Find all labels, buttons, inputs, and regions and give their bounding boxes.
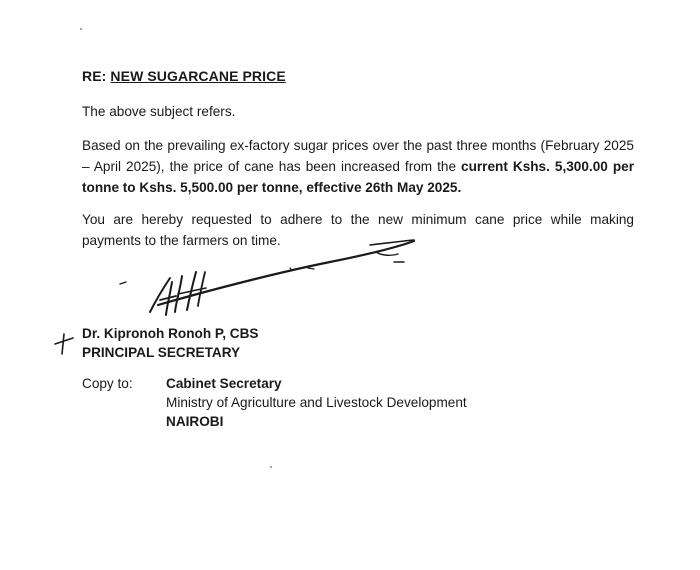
copy-recipient-title: Cabinet Secretary	[166, 376, 282, 391]
signatory-title: PRINCIPAL SECRETARY	[82, 345, 241, 360]
subject-prefix: RE:	[82, 68, 107, 84]
copy-recipient	[166, 374, 467, 431]
price-paragraph-bold: current Kshs. 5,300.00 per tonne to Kshs. 5,500.00 per tonne, effective 26th May 2025.	[82, 159, 634, 195]
signatory-block	[82, 324, 258, 362]
scan-speck	[270, 466, 272, 468]
scan-speck	[80, 28, 82, 30]
copy-recipient-city: NAIROBI	[166, 414, 224, 429]
request-paragraph: You are hereby requested to adhere to the new minimum cane price while making payments to the farmers on time.	[82, 212, 634, 248]
copy-recipient-ministry: Ministry of Agriculture and Livestock Development	[166, 395, 467, 410]
signatory-name: Dr. Kipronoh Ronoh P, CBS	[82, 326, 259, 341]
copy-to-label: Copy to:	[82, 376, 133, 391]
subject-line	[82, 68, 286, 84]
intro-paragraph: The above subject refers.	[82, 104, 236, 119]
price-paragraph	[82, 135, 634, 198]
price-paragraph-text: Based on the prevailing ex-factory sugar prices over the past three months (February 2025 – April 2025), the price of cane has been increased from the	[82, 138, 634, 174]
subject-title: NEW SUGARCANE PRICE	[110, 68, 286, 84]
